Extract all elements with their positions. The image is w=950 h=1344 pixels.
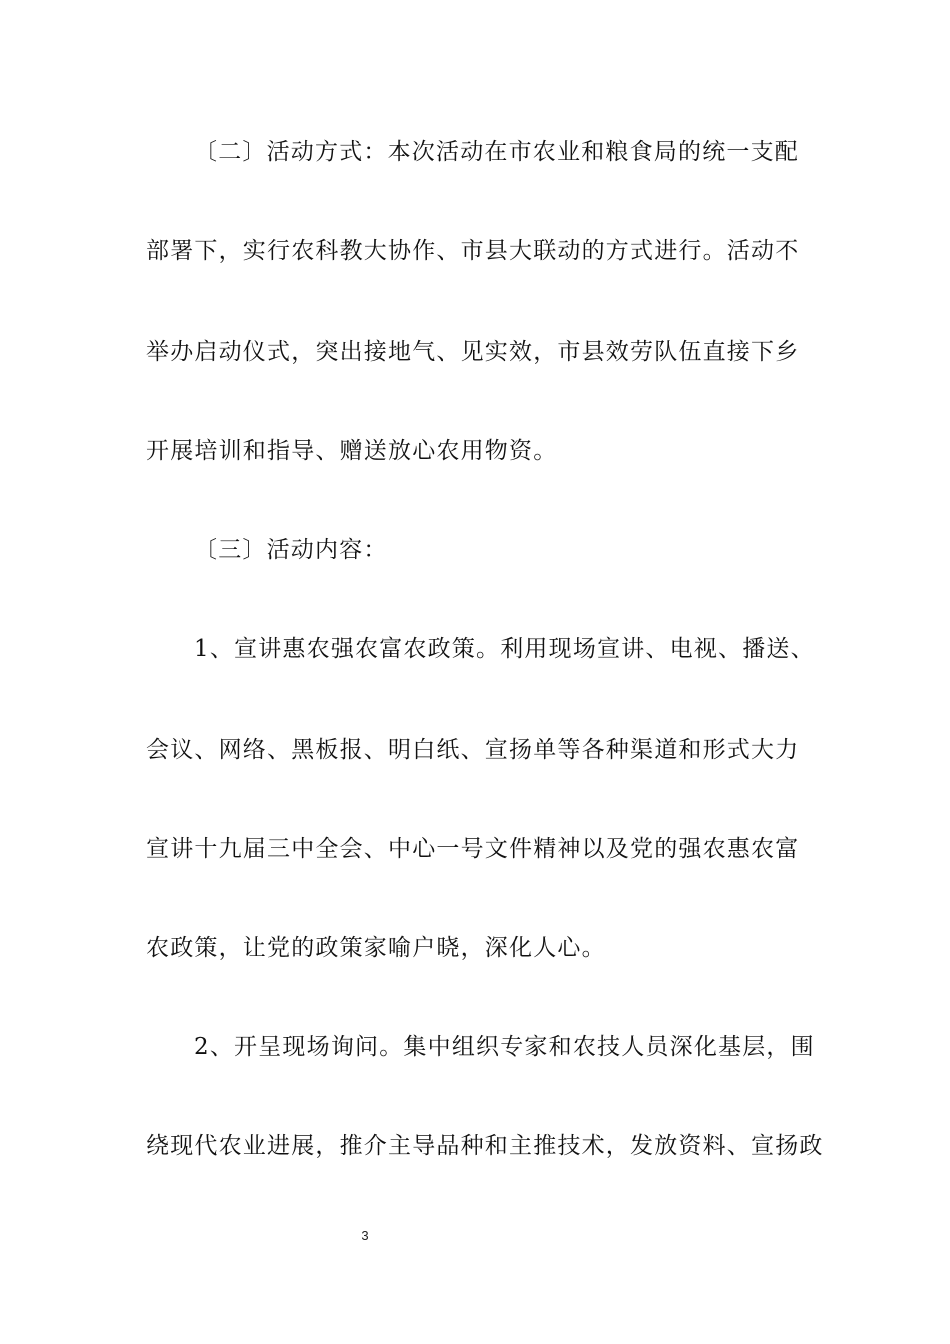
paragraph-line: 宣讲十九届三中全会、中心一号文件精神以及党的强农惠农富 xyxy=(146,836,800,862)
section-heading: 〔三〕活动内容： xyxy=(194,537,388,563)
paragraph-line: 绕现代农业进展，推介主导品种和主推技术，发放资料、宣扬政 xyxy=(146,1133,824,1159)
paragraph-line: 〔二〕活动方式：本次活动在市农业和粮食局的统一支配 xyxy=(194,139,799,165)
paragraph-line: 2、开呈现场询问。集中组织专家和农技人员深化基层，围 xyxy=(194,1034,815,1060)
paragraph-line: 开展培训和指导、赠送放心农用物资。 xyxy=(146,438,558,464)
paragraph-line: 1、宣讲惠农强农富农政策。利用现场宣讲、电视、播送、 xyxy=(194,636,815,662)
paragraph-line: 农政策，让党的政策家喻户晓，深化人心。 xyxy=(146,935,606,961)
paragraph-line: 会议、网络、黑板报、明白纸、宣扬单等各种渠道和形式大力 xyxy=(146,737,800,763)
page-number: 3 xyxy=(361,1228,369,1243)
paragraph-line: 部署下，实行农科教大协作、市县大联动的方式进行。活动不 xyxy=(146,238,800,264)
paragraph-line: 举办启动仪式，突出接地气、见实效，市县效劳队伍直接下乡 xyxy=(146,339,800,365)
